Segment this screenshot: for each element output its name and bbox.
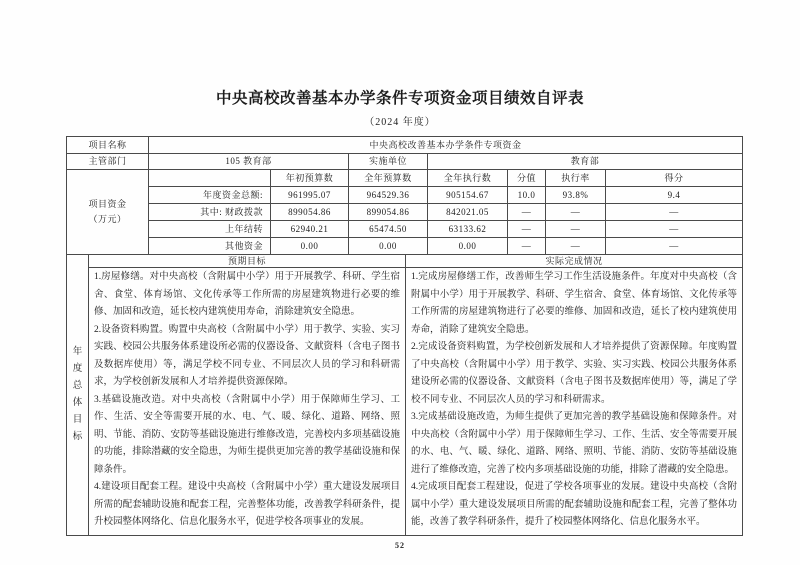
funds-label-line2: （万元） (88, 214, 127, 224)
funds-score-cell: — (606, 238, 743, 255)
funds-value-cell: 62940.21 (271, 221, 349, 238)
funds-row-total (149, 187, 743, 204)
funds-value-cell: 964529.36 (349, 187, 428, 204)
funds-rate-cell: 93.8% (546, 187, 606, 204)
actual-completion-paragraph: 3.完成基础设施改造，为师生提供了更加完善的教学基础设施和保障条件。对中央高校（含附属中小学）用于保障师生学习、工作、生活、安全等需要开展的水、电、气、暖、绿化、道路、网络、照明、节能、消防、安防等基础设施进行了维修改造，完善了校内多项基础设施的功能，排除了潜藏的安全隐患。 (411, 412, 737, 475)
funds-row-carryover (149, 221, 743, 238)
funds-value-cell: 905154.67 (428, 187, 508, 204)
funds-score-cell: — (606, 221, 743, 238)
funds-header-execution-rate: 执行率 (546, 170, 606, 187)
funds-header-annual-execution: 全年执行数 (428, 170, 508, 187)
funds-value-cell: 0.00 (271, 238, 349, 255)
expected-goal-paragraph: 3.基础设施改造。对中央高校（含附属中小学）用于保障师生学习、工作、生活、安全等需要开展的水、电、气、暖、绿化、道路、网络、照明、节能、消防、安防等基础设施进行维修改造，完善校内多项基础设施的功能，排除潜藏的安全隐患，为师生提供更加完善的教学基础设施和保障条件。 (94, 394, 400, 475)
self-evaluation-table (66, 136, 743, 536)
funds-rate-cell: — (546, 204, 606, 221)
actual-completion-header: 实际完成情况 (406, 255, 743, 268)
actual-completion-paragraph: 4.完成项目配套工程建设，促进了学校各项事业的发展。建设中央高校（含附属中小学）重大建设发展项目所需的配套辅助设施和配套工程，完善了整体功能，改善了教学科研条件，提升了校园整体网络化、信息化服务水平。 (411, 482, 737, 527)
actual-completion-paragraph: 1.完成房屋修缮工作，改善师生学习工作生活设施条件。年度对中央高校（含附属中小学）用于开展教学、科研、学生宿舍、食堂、体育场馆、文化传承等工作所需的房屋建筑物进行了必要的维修、加固和改造，延长了校内建筑使用寿命，消除了建筑安全隐患。 (411, 272, 737, 335)
table-row-project-name (67, 137, 743, 154)
funds-row-label: 上年结转 (149, 221, 271, 238)
funds-row-label: 其中: 财政拨款 (149, 204, 271, 221)
funds-label-line1: 项目资金 (88, 199, 127, 209)
annual-goal-sidebar-cell (67, 255, 89, 536)
supervisor-dept-label-cell: 主管部门 (67, 154, 149, 170)
actual-completion-paragraph: 2.完成设备资料购置，为学校创新发展和人才培养提供了资源保障。年度购置了中央高校（含附属中小学）用于教学、实验、实习实践、校园公共服务体系建设所必需的仪器设备、文献资料（含电子图书及数据库使用）等，满足了学校不同专业、不同层次人员的学习和科研需求。 (411, 342, 737, 405)
expected-goal-paragraph: 1.房屋修缮。对中央高校（含附属中小学）用于开展教学、科研、学生宿舍、食堂、体育场馆、文化传承等工作所需的房屋建筑物进行必要的维修、加固和改造，延长校内建筑使用寿命，消除建筑安全隐患。 (94, 272, 400, 317)
funds-points-cell: — (508, 221, 546, 238)
funds-rate-cell: — (546, 238, 606, 255)
funds-header-annual-budget: 全年预算数 (349, 170, 428, 187)
supervisor-dept-value-cell: 105 教育部 (149, 154, 349, 170)
funds-value-cell: 0.00 (428, 238, 508, 255)
implementing-unit-label-cell: 实施单位 (349, 154, 428, 170)
document-title: 中央高校改善基本办学条件专项资金项目绩效自评表 (215, 90, 584, 107)
expected-goal-paragraph: 4.建设项目配套工程。建设中央高校（含附属中小学）重大建设发展项目所需的配套辅助设施和配套工程，完善整体功能，改善教学科研条件，提升校园整体网络化、信息化服务水平，促进学校各项事业的发展。 (94, 482, 400, 527)
funds-label-cell (67, 170, 149, 255)
goals-header-row (89, 255, 743, 268)
funds-header-score: 得分 (606, 170, 743, 187)
project-name-label-cell: 项目名称 (67, 137, 149, 154)
funds-value-cell: 961995.07 (271, 187, 349, 204)
funds-score-cell: — (606, 204, 743, 221)
funds-row-fiscal (149, 204, 743, 221)
funds-value-cell: 63133.62 (428, 221, 508, 238)
funds-row-label: 其他资金 (149, 238, 271, 255)
funds-score-cell: 9.4 (606, 187, 743, 204)
implementing-unit-value-cell: 教育部 (428, 154, 743, 170)
funds-value-cell: 842021.05 (428, 204, 508, 221)
funds-value-cell: 65474.50 (349, 221, 428, 238)
funds-points-cell: 10.0 (508, 187, 546, 204)
funds-header-row (149, 170, 743, 187)
expected-goal-paragraph: 2.设备资料购置。购置中央高校（含附属中小学）用于教学、实验、实习实践、校园公共服务体系建设所必需的仪器设备、文献资料（含电子图书及数据库使用）等，满足学校不同专业、不同层次人员的学习和科研需求，为学校创新发展和人才培养提供资源保障。 (94, 324, 400, 387)
funds-rate-cell: — (546, 221, 606, 238)
project-name-value-cell: 中央高校改善基本办学条件专项资金 (149, 137, 743, 154)
expected-goals-header: 预期目标 (89, 255, 406, 268)
goals-content-row (89, 268, 743, 536)
goals-grid (89, 255, 743, 536)
project-funds-block (67, 170, 743, 255)
actual-completion-cell (406, 268, 743, 536)
funds-row-label: 年度资金总额: (149, 187, 271, 204)
funds-points-cell: — (508, 204, 546, 221)
funds-points-cell: — (508, 238, 546, 255)
funds-header-points: 分值 (508, 170, 546, 187)
funds-value-cell: 0.00 (349, 238, 428, 255)
funds-value-cell: 899054.86 (349, 204, 428, 221)
table-row-departments (67, 154, 743, 170)
funds-header-initial-budget: 年初预算数 (271, 170, 349, 187)
funds-row-other (149, 238, 743, 255)
funds-value-cell: 899054.86 (271, 204, 349, 221)
funds-grid (149, 170, 743, 255)
page-number: 52 (395, 540, 405, 550)
annual-goal-sidebar-label: 年度总体目标 (72, 346, 83, 442)
annual-goals-block (67, 255, 743, 536)
document-subtitle: （2024 年度） (364, 117, 436, 128)
funds-header-empty-cell (149, 170, 271, 187)
expected-goals-cell (89, 268, 406, 536)
